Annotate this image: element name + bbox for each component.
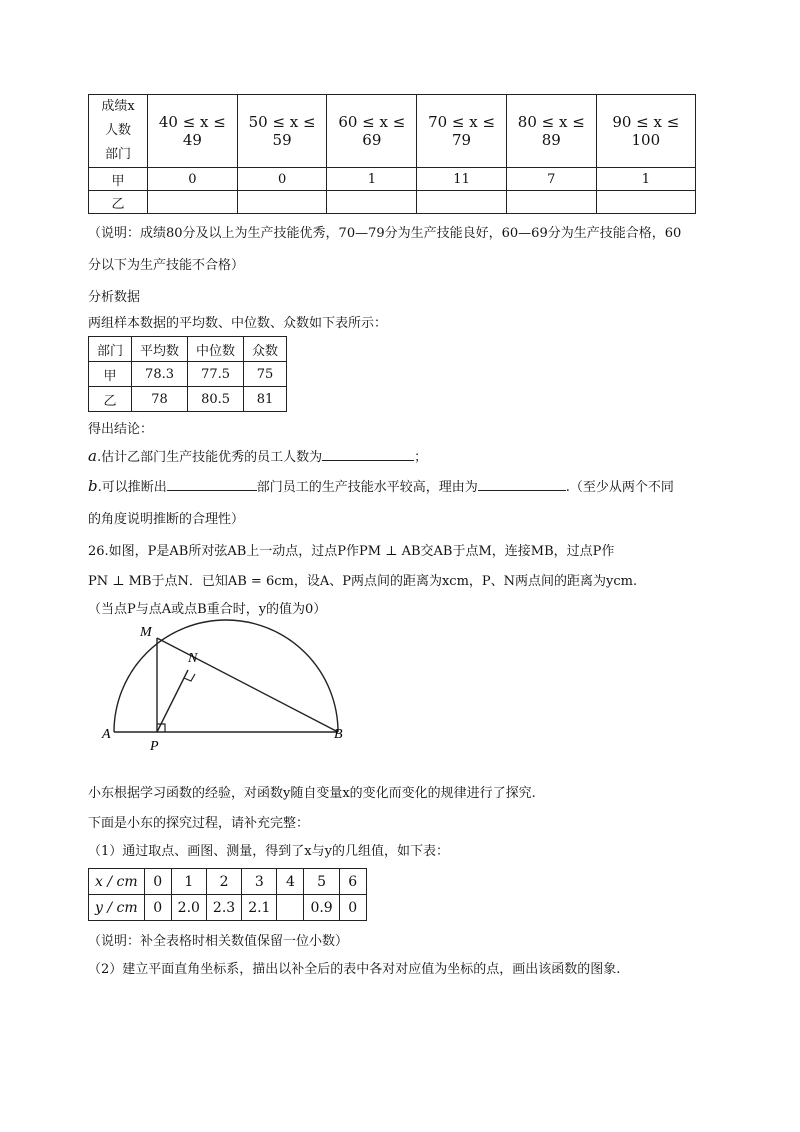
x-cell: 6 <box>339 869 366 895</box>
cell: 78.3 <box>132 362 188 387</box>
range-cell: 70 ≤ x ≤ 79 <box>417 95 507 168</box>
value-cell <box>506 191 596 214</box>
value-cell <box>596 191 695 214</box>
x-cell: 2 <box>206 869 241 895</box>
value-cell: 7 <box>506 168 596 191</box>
label-b: B <box>334 727 343 742</box>
label-a: A <box>102 727 111 742</box>
answer-blank[interactable] <box>322 446 414 461</box>
explore-line2: 下面是小东的探究过程，请补充完整： <box>88 816 310 831</box>
x-cell: 4 <box>277 869 304 895</box>
value-cell <box>327 191 417 214</box>
semicircle-figure <box>100 616 360 756</box>
question-26-line3: （当点P与点A或点B重合时，y的值为0） <box>88 602 327 617</box>
explore-line1: 小东根据学习函数的经验，对函数y随自变量x的变化而变化的规律进行了探究. <box>88 786 536 801</box>
header-cell: 众数 <box>244 337 287 362</box>
value-cell: 1 <box>596 168 695 191</box>
cell: 75 <box>244 362 287 387</box>
item-a-label: a <box>88 447 97 465</box>
x-cell: 3 <box>242 869 277 895</box>
value-cell <box>417 191 507 214</box>
label-m: M <box>140 625 152 640</box>
header-cell: 中位数 <box>188 337 244 362</box>
cell: 78 <box>132 387 188 412</box>
score-distribution-table <box>88 94 696 214</box>
range-cell: 90 ≤ x ≤ 100 <box>596 95 695 168</box>
item-b-line2: 的角度说明推断的合理性） <box>88 512 245 527</box>
segment-pn <box>157 670 188 732</box>
x-label: x / cm <box>89 869 145 895</box>
label-n: N <box>188 651 198 666</box>
value-cell: 11 <box>417 168 507 191</box>
y-cell: 2.3 <box>206 895 241 921</box>
value-cell: 0 <box>148 168 238 191</box>
header-score: 成绩x <box>101 99 135 114</box>
value-cell <box>237 191 327 214</box>
table-row <box>89 168 696 191</box>
conclusion-title: 得出结论： <box>88 422 154 437</box>
y-cell: 0 <box>339 895 366 921</box>
x-cell: 1 <box>171 869 206 895</box>
label-p: P <box>150 739 159 754</box>
item-a <box>88 446 427 465</box>
header-count: 人数 <box>104 123 131 138</box>
cell: 77.5 <box>188 362 244 387</box>
range-cell: 40 ≤ x ≤ 49 <box>148 95 238 168</box>
item-b-text3: .（至少从两个不同 <box>565 480 674 495</box>
segment-mb <box>157 638 338 732</box>
question-26-line2: PN ⊥ MB于点N．已知AB = 6cm，设A、P两点间的距离为xcm，P、N两点间的距离为ycm. <box>88 574 638 589</box>
analyze-title: 分析数据 <box>88 290 141 305</box>
cell: 乙 <box>89 387 132 412</box>
note-3: （说明：补全表格时相关数值保留一位小数） <box>88 934 349 949</box>
header-cell: 平均数 <box>132 337 188 362</box>
step-2: （2）建立平面直角坐标系，描出以补全后的表中各对对应值为坐标的点，画出该函数的图象. <box>88 962 621 977</box>
x-cell: 5 <box>304 869 339 895</box>
cell: 甲 <box>89 362 132 387</box>
item-b-text2: 部门员工的生产技能水平较高，理由为 <box>256 480 478 495</box>
table-row <box>89 191 696 214</box>
cell: 81 <box>244 387 287 412</box>
table-row <box>89 387 287 412</box>
cell: 80.5 <box>188 387 244 412</box>
y-cell: 2.1 <box>242 895 277 921</box>
value-cell: 0 <box>237 168 327 191</box>
note-line-1: （说明：成绩80分及以上为生产技能优秀，70—79分为生产技能良好，60—69分为生产技能合格，60 <box>88 226 682 241</box>
item-a-end: ； <box>414 450 428 465</box>
table-corner-header <box>89 95 148 168</box>
y-cell: 0 <box>144 895 171 921</box>
table2-intro: 两组样本数据的平均数、中位数、众数如下表所示： <box>88 316 388 331</box>
range-cell: 50 ≤ x ≤ 59 <box>237 95 327 168</box>
item-b <box>88 476 674 495</box>
xy-values-table <box>88 868 367 921</box>
answer-blank[interactable] <box>167 476 257 491</box>
item-b-text1: .可以推断出 <box>97 480 167 495</box>
x-cell: 0 <box>144 869 171 895</box>
step-1: （1）通过取点、画图、测量，得到了x与y的几组值，如下表： <box>88 844 449 859</box>
dept-cell: 乙 <box>89 191 148 214</box>
value-cell <box>148 191 238 214</box>
dept-cell: 甲 <box>89 168 148 191</box>
range-cell: 80 ≤ x ≤ 89 <box>506 95 596 168</box>
header-dept: 部门 <box>104 147 131 162</box>
value-cell: 1 <box>327 168 417 191</box>
header-cell: 部门 <box>89 337 132 362</box>
note-line-2: 分以下为生产技能不合格） <box>88 258 245 273</box>
answer-blank[interactable] <box>478 476 566 491</box>
range-cell: 60 ≤ x ≤ 69 <box>327 95 417 168</box>
table-row <box>89 895 367 921</box>
y-cell-blank[interactable] <box>277 895 304 921</box>
y-cell: 2.0 <box>171 895 206 921</box>
table-row <box>89 362 287 387</box>
item-a-text: .估计乙部门生产技能优秀的员工人数为 <box>96 450 323 465</box>
table-row <box>89 869 367 895</box>
question-26-line1: 26.如图，P是AB所对弦AB上一动点，过点P作PM ⊥ AB交AB于点M，连接MB，过点P作 <box>88 544 615 559</box>
statistics-table <box>88 336 287 412</box>
item-b-label: b <box>88 477 98 495</box>
y-label: y / cm <box>89 895 145 921</box>
y-cell: 0.9 <box>304 895 339 921</box>
